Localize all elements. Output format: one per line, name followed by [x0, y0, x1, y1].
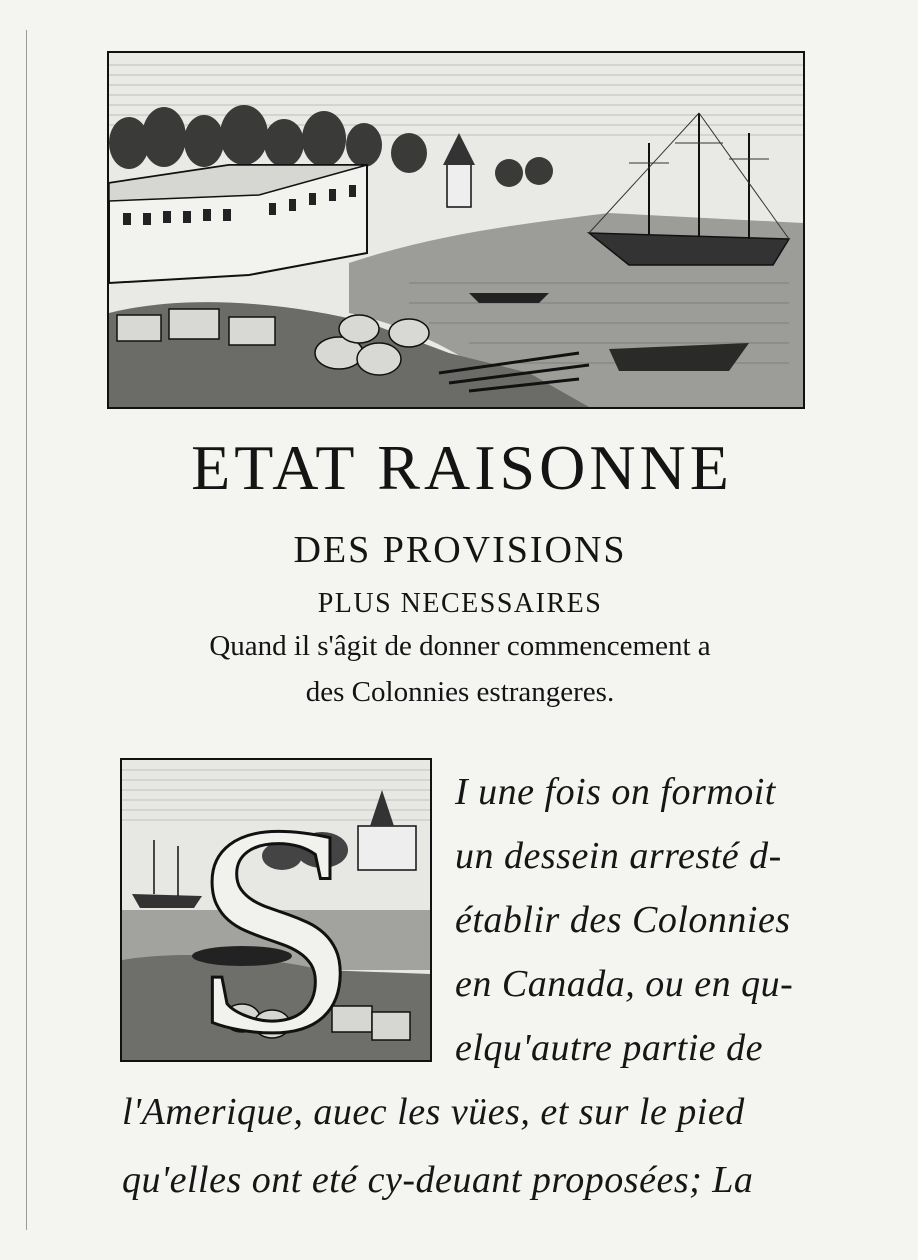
- drop-cap-illustration: [122, 760, 430, 1060]
- body-line-5: elqu'autre partie de: [455, 1027, 763, 1069]
- drop-cap-letter: S: [192, 763, 359, 1060]
- page-edge-line: [26, 30, 27, 1230]
- title-line-2: DES PROVISIONS: [293, 529, 627, 571]
- title-line-5: des Colonnies estrangeres.: [305, 676, 615, 708]
- harbor-engraving: [107, 51, 805, 409]
- body-line-7: qu'elles ont eté cy-deuant proposées; La: [122, 1159, 754, 1201]
- body-line-2: un dessein arresté d-: [455, 835, 782, 877]
- drop-cap-engraving: [120, 758, 432, 1062]
- body-line-4: en Canada, ou en qu-: [455, 963, 794, 1005]
- body-line-6: l'Amerique, auec les vües, et sur le pied: [122, 1091, 745, 1133]
- title-line-3: PLUS NECESSAIRES: [317, 588, 603, 619]
- body-line-1: I une fois on formoit: [455, 771, 776, 813]
- title-line-1: ETAT RAISONNE: [191, 432, 733, 503]
- body-line-3: établir des Colonnies: [455, 899, 791, 941]
- title-line-4: Quand il s'âgit de donner commencement a: [209, 630, 711, 662]
- harbor-scene-illustration: [109, 53, 803, 407]
